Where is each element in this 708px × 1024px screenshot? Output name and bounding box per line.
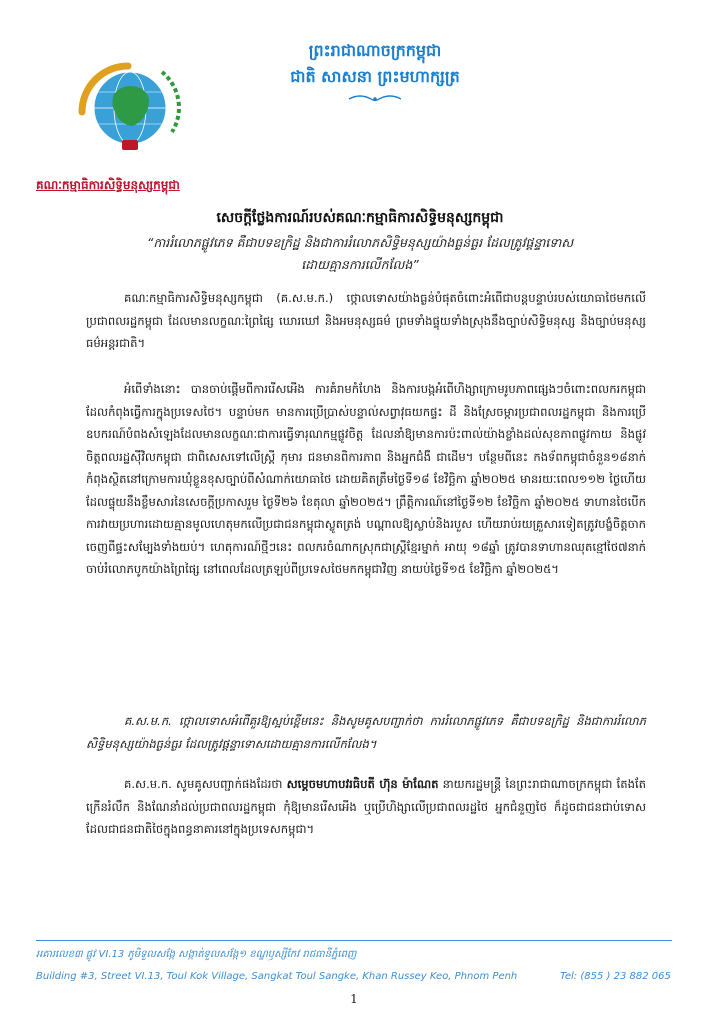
paragraph-1-text: គណៈកម្មាធិការសិទ្ធិមនុស្សកម្ពុជា (គ.ស.ម.ក.) ថ្កោលទោសយ៉ាងធ្ងន់បំផុតចំពោះអំពើជាបន្តបន្ទាប់របស់យោធាថៃមកលើប្រជាពលរដ្ឋកម្ពុជា ដែលមានលក្ខណៈព្រៃផ្សៃ ឃោរឃៅ និងអមនុស្សធម៌ ព្រមទាំងផ្ទុយទាំងស្រុងនឹងច្បាប់សិទ្ធិមនុស្ស និងច្បាប់មនុស្សធម៌អន្តរជាតិ។ [86, 291, 646, 350]
paragraph-4-text-after: នាយករដ្ឋមន្ត្រី នៃព្រះរាជាណាចក្រកម្ពុជា តែងតែក្រើនរំលឹក និងណែនាំដល់ប្រជាពលរដ្ឋកម្ពុជា កុំឱ្យមានរើសអើង ឬប្រើហិង្សាលើប្រជាពលរដ្ឋថៃ អ្នកជំនួញថៃ ក៏ដូចជាជនជាប់ទោសដែលជាជនជាតិថៃក្នុងពន្ធនាគារនៅក្នុងប្រទេសកម្ពុជា។ [86, 777, 646, 836]
page-number: 1 [350, 992, 358, 1006]
footer-address-khmer: អគារលេខ៣ ផ្លូវ VI.13 ភូមិទួលសង្កែ សង្កាត់ទួលសង្កែ១ ខណ្ឌឫស្សីកែវ រាជធានីភ្នំពេញ [36, 949, 357, 960]
paragraph-3-text: គ.ស.ម.ក. ថ្កោលទោសអំពើគួរឱ្យស្អប់ខ្ពើមនេះ និងសូមគូសបញ្ជាក់ថា ការរំលោភផ្លូវភេទ គឺជាបទឧក្រិដ្ឋ និងជាការរំលោភសិទ្ធិមនុស្សយ៉ាងធ្ងន់ធ្ងរ ដែលត្រូវផ្តន្ទាទោសដោយគ្មានការលើកលែង។ [86, 714, 646, 751]
paragraph-4 [86, 773, 646, 841]
paragraph-2 [86, 378, 646, 706]
paragraph-3 [86, 710, 646, 755]
ornament-divider [345, 93, 405, 105]
footer-address-english: Building #3, Street VI.13, Toul Kok Village, Sangkat Toul Sangke, Khan Russey Keo, Phnom Penh [36, 971, 518, 982]
footer-telephone: Tel: (855 ) 23 882 065 [560, 971, 671, 982]
footer-divider [36, 940, 672, 941]
subtitle-line-2: ដោយគ្មានការលើកលែង” [301, 257, 419, 272]
paragraph-1 [86, 287, 646, 355]
org-name: គណៈកម្មាធិការសិទ្ធិមនុស្សកម្ពុជា [36, 178, 180, 192]
statement-subtitle [95, 232, 625, 276]
paragraph-2-text: អំពើទាំងនោះ បានចាប់ផ្តើមពីការរើសអើង ការគំរាមកំហែង និងការបង្កអំពើហិង្សាក្រោមរូបភាពផ្សេងៗចំពោះពលករកម្ពុជា ដែលកំពុងធ្វើការក្នុងប្រទេសថៃ។ បន្ទាប់មក មានការប្រើប្រាស់បន្ទាល់សព្វាវុធយកផ្ទះ ដី និងស្រែចម្ការប្រជាពលរដ្ឋកម្ពុជា និងការប្រើឧបករណ៍បំពងសំឡេងដែលមានលក្ខណៈជាការធ្វើទារុណកម្មផ្លូវចិត្ត ដែលនាំឱ្យមានការប៉ះពាល់យ៉ាងខ្លាំងដល់សុខភាពផ្លូវកាយ និងផ្លូវចិត្តពលរដ្ឋស៊ីវិលកម្ពុជា ជាពិសេសទៅលើស្ត្រី កុមារ ជនមានពិការភាព និងអ្នកជំងឺ ជាដើម។ បន្ថែមពីនេះ កងទ័ពកម្ពុជាចំនួន១៨នាក់ កំពុងស្ថិតនៅក្រោមការឃុំខ្លួនខុសច្បាប់ពីសំណាក់យោធាថៃ ដោយគិតត្រឹមថ្ងៃទី១៨ ខែវិច្ឆិកា ឆ្នាំ២០២៥ មានរយៈពេល១១២ ថ្ងៃហើយ ដែលផ្ទុយនឹងខ្លឹមសារនៃសេចក្តីប្រកាសរួម ថ្ងៃទី២៦ ខែតុលា ឆ្នាំ២០២៥។ ព្រឹត្តិការណ៍នៅថ្ងៃទី១២ ខែវិច្ឆិកា ឆ្នាំ២០២៥ ទាហានថៃបើកការវាយប្រហារដោយគ្មានមូលហេតុមកលើប្រជាជនកម្ពុជាស្លូតត្រង់ បណ្តាលឱ្យស្លាប់និងរបួស ហើយរាប់រយគ្រួសារទៀតត្រូវបង្ខំចិត្តចាកចេញពីផ្ទះសម្បែងទាំងយប់។ ហេតុការណ៍ថ្មីៗនេះ ពលករចំណាកស្រុកជាស្ត្រីខ្មែរម្នាក់ អាយុ ១៨ឆ្នាំ ត្រូវបានទាហានឈុតខ្មៅថៃ៧នាក់ ចាប់រំលោភបូកយ៉ាងព្រៃផ្សៃ នៅពេលដែលត្រឡប់ពីប្រទេសថៃមកកម្ពុជាវិញ នាយប់ថ្ងៃទី១៥ ខែវិច្ឆិកា ឆ្នាំ២០២៥។ [86, 382, 646, 576]
statement-title: សេចក្តីថ្លែងការណ៍របស់គណៈកម្មាធិការសិទ្ធិមនុស្សកម្ពុជា [216, 210, 504, 226]
kingdom-header [270, 38, 480, 109]
paragraph-4-text-before: គ.ស.ម.ក. សូមគូសបញ្ជាក់ផងដែរថា [124, 777, 287, 791]
prime-minister-name: សម្តេចមហាបវរធិបតី ហ៊ុន ម៉ាណែត [286, 777, 439, 791]
committee-logo [62, 42, 194, 174]
kingdom-line-2: ជាតិ សាសនា ព្រះមហាក្សត្រ [290, 67, 460, 86]
kingdom-line-1: ព្រះរាជាណាចក្រកម្ពុជា [308, 41, 442, 60]
subtitle-line-1: “ការរំលោភផ្លូវភេទ គឺជាបទឧក្រិដ្ឋ និងជាការរំលោភសិទ្ធិមនុស្សយ៉ាងធ្ងន់ធ្ងរ ដែលត្រូវផ្តន្ទាទោស [146, 235, 574, 250]
